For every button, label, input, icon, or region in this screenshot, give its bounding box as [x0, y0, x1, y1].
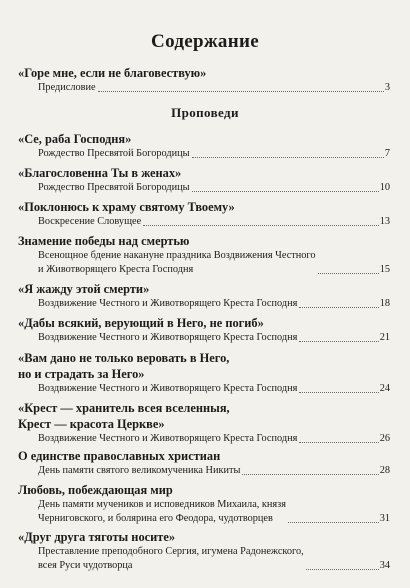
toc-entry-title: «Я жажду этой смерти»	[18, 282, 150, 296]
toc-entry-page-number: 13	[379, 216, 390, 227]
leader-dots	[98, 91, 384, 92]
toc-entry-subtitle: Воздвижение Честного и Животворящего Креста Господня	[38, 332, 298, 343]
toc-entry-page-number: 31	[379, 513, 390, 524]
toc-entry-page-number: 15	[379, 264, 390, 275]
toc-entry-subtitle-line	[38, 147, 390, 161]
toc-entry-page-number: 18	[379, 298, 390, 309]
toc-entry-title: Знамение победы над смертью	[18, 234, 190, 248]
toc-entry-title: «Дабы всякий, верующий в Него, не погиб»	[18, 316, 264, 330]
toc-entry-title: «Друг друга тяготы носите»	[18, 530, 176, 544]
toc-entry-title: О единстве православных христиан	[18, 449, 221, 463]
leader-dots	[299, 341, 378, 342]
toc-entry-page-number: 24	[379, 383, 390, 394]
page-title: Содержание	[151, 31, 259, 52]
leader-dots	[306, 569, 379, 570]
toc-entry-subtitle: День памяти мучеников и исповедников Михаила, князя Черниговского, и болярина его Феодора, чудотворцев	[38, 499, 286, 524]
toc-entry-subtitle: Рождество Пресвятой Богородицы	[38, 148, 190, 159]
toc-entry-subtitle-line	[38, 498, 390, 526]
toc-entry-title: Любовь, побеждающая мир	[18, 483, 173, 497]
toc-entry-subtitle: Воздвижение Честного и Животворящего Креста Господня	[38, 383, 298, 394]
toc-entry-subtitle: Воскресение Словущее	[38, 216, 142, 227]
leader-dots	[288, 522, 379, 523]
toc-entry-page-number: 10	[379, 182, 390, 193]
toc-entry-page-number: 28	[379, 465, 390, 476]
toc-entry-subtitle: Рождество Пресвятой Богородицы	[38, 182, 190, 193]
toc-entry-title: «Благословенна Ты в женах»	[18, 166, 182, 180]
toc-entry-page-number: 21	[379, 332, 390, 343]
leader-dots	[299, 442, 378, 443]
toc-entry-page-number: 3	[384, 82, 390, 93]
toc-entry-page-number: 26	[379, 433, 390, 444]
toc-entry-subtitle-line	[38, 297, 390, 311]
toc-entry	[18, 281, 390, 311]
toc-entry-subtitle-line	[38, 215, 390, 229]
toc-entry	[18, 350, 390, 396]
toc-entry	[18, 233, 390, 277]
toc-entry-subtitle-line	[38, 464, 390, 478]
toc-entry	[18, 400, 390, 446]
toc-entry-page-number: 34	[379, 560, 390, 571]
toc-entry	[18, 165, 390, 195]
leader-dots	[242, 474, 378, 475]
toc-entry-title: «Горе мне, если не благовествую»	[18, 66, 207, 80]
leader-dots	[192, 191, 379, 192]
toc-entry-subtitle: Предисловие	[38, 82, 96, 93]
toc-entry-title: «Се, раба Господня»	[18, 132, 132, 146]
toc-entry	[18, 131, 390, 161]
toc-entry-title: «Вам дано не только веровать в Него, но и страдать за Него»	[18, 351, 230, 381]
toc-entry-subtitle-line	[38, 331, 390, 345]
toc-entry	[18, 482, 390, 526]
toc-entry-title: «Крест — хранитель всея вселенныя, Крест — красота Церкве»	[18, 401, 230, 431]
toc-entry-subtitle-line	[38, 81, 390, 95]
leader-dots	[299, 392, 378, 393]
toc-entry-subtitle-line	[38, 181, 390, 195]
leader-dots	[143, 225, 379, 226]
toc-entry-subtitle-line	[38, 249, 390, 277]
toc-entry-page-number: 7	[384, 148, 390, 159]
leader-dots	[318, 273, 379, 274]
toc-entry-title: «Поклонюсь к храму святому Твоему»	[18, 200, 235, 214]
toc-entry-subtitle: Преставление преподобного Сергия, игумена Радонежского, всея Руси чудотворца	[38, 546, 304, 571]
toc-entry	[18, 315, 390, 345]
toc-entry-subtitle-line	[38, 432, 390, 446]
leader-dots	[192, 157, 384, 158]
toc-entry	[18, 199, 390, 229]
toc-entry	[18, 65, 390, 95]
toc-entry-subtitle: Всенощное бдение накануне праздника Воздвижения Честного и Животворящего Креста Господня	[38, 250, 316, 275]
toc-entry-subtitle-line	[38, 545, 390, 573]
toc-entry-subtitle: День памяти святого великомученика Никиты	[38, 465, 241, 476]
toc-entry	[18, 529, 390, 573]
toc-entry-subtitle: Воздвижение Честного и Животворящего Креста Господня	[38, 433, 298, 444]
section-heading: Проповеди	[171, 105, 239, 120]
toc-entry	[18, 448, 390, 478]
toc-entry-subtitle: Воздвижение Честного и Животворящего Креста Господня	[38, 298, 298, 309]
leader-dots	[299, 307, 378, 308]
toc-entry-subtitle-line	[38, 382, 390, 396]
